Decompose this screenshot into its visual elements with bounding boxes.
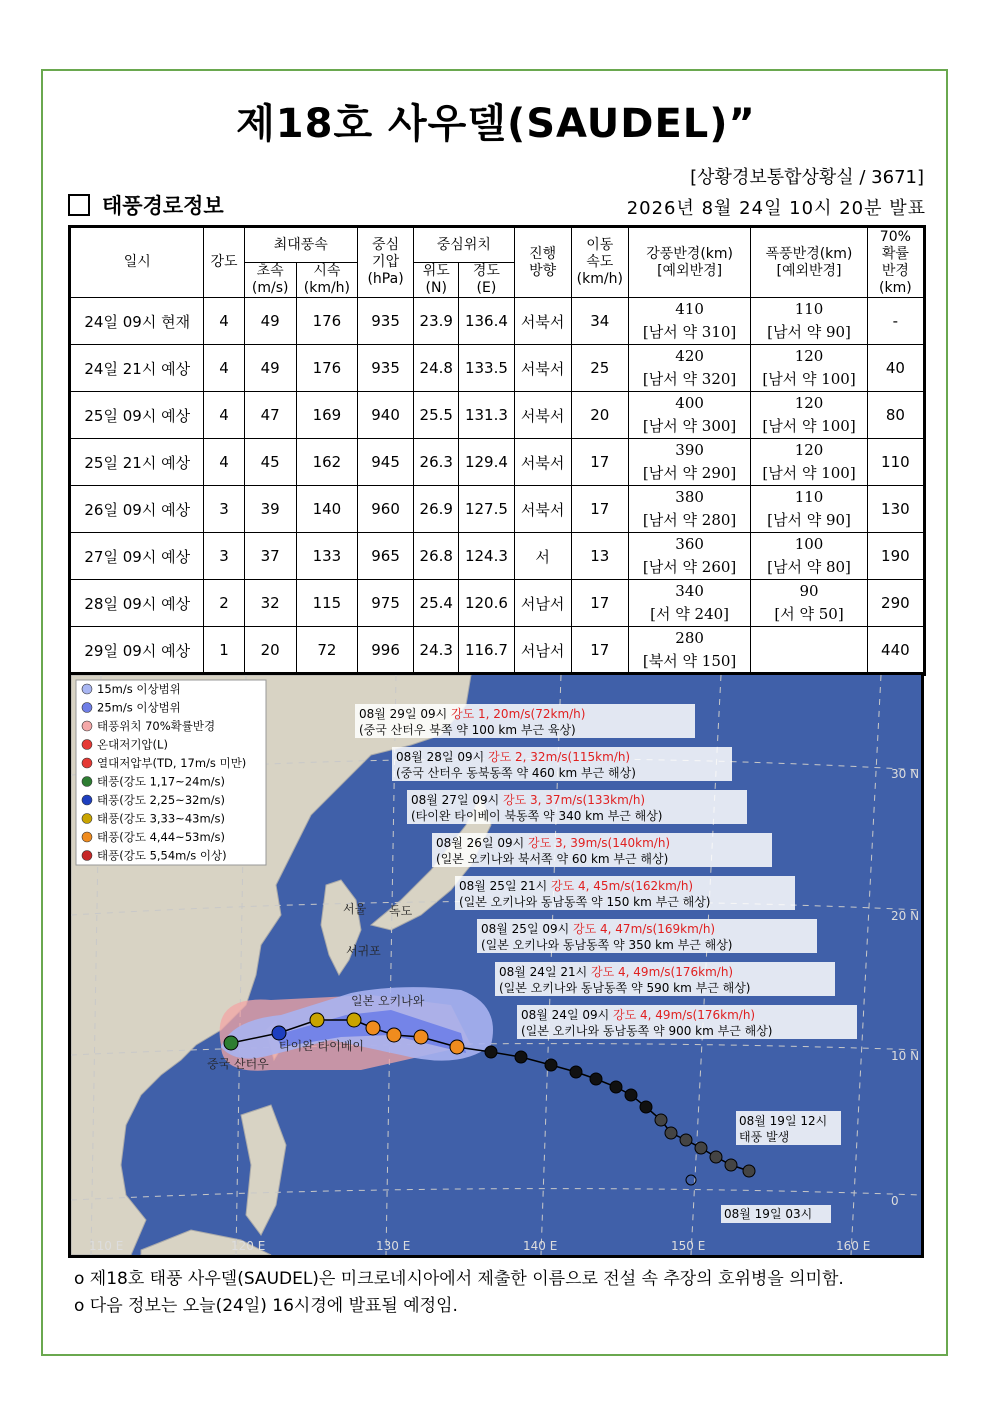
cell-wind-kmh: 133 [296,533,357,580]
cell-strong-radius-value: 280 [675,629,704,647]
typhoon-marker-icon [655,1114,667,1126]
cell-wind-ms: 45 [244,439,296,486]
header-lat: 위도 (N) [414,263,459,298]
cell-storm-radius-value: 120 [794,347,824,365]
cell-prob70: 190 [867,533,924,580]
section-heading [68,190,224,220]
cell-lat: 25.4 [414,580,459,627]
annotation-sub: (중국 산터우 북쪽 약 100 km 부근 육상) [359,723,576,737]
header-speed: 이동 속도 (km/h) [571,227,628,298]
cell-speed: 13 [571,533,628,580]
header-storm-radius: 폭풍반경(km) [예외반경] [751,227,867,298]
cell-prob70: 290 [867,580,924,627]
cell-wind-ms: 37 [244,533,296,580]
cell-storm-radius [751,580,867,627]
genesis-label: 08월 19일 12시 [739,1114,828,1128]
cell-storm-radius-value: 90 [799,582,819,600]
header-intensity: 강도 [204,227,244,298]
legend-item: 태풍위치 70%확률반경 [97,719,216,733]
header-direction: 진행 방향 [514,227,571,298]
annotation-sub: (일본 오키나와 동남동쪽 약 900 km 부근 해상) [521,1024,773,1038]
cell-storm-radius-exception: [남서 약 80] [767,558,851,576]
cell-direction: 서북서 [514,298,571,345]
legend-item: 15m/s 이상범위 [97,682,181,696]
cell-pressure: 935 [357,298,413,345]
cell-storm-radius-value: 110 [794,300,824,318]
cell-strong-radius-value: 420 [675,347,704,365]
cell-wind-kmh: 176 [296,298,357,345]
cell-strong-radius-value: 340 [675,582,704,600]
cell-strong-radius-exception: [남서 약 300] [642,417,737,435]
cell-intensity: 4 [204,345,244,392]
checkbox-icon [68,194,90,216]
cell-speed: 17 [571,439,628,486]
cell-speed: 20 [571,392,628,439]
typhoon-marker-icon [625,1089,637,1101]
cell-speed: 17 [571,486,628,533]
legend-item: 태풍(강도 5,54m/s 이상) [97,848,227,863]
typhoon-marker-icon [610,1081,622,1093]
latitude-label: 30 N [891,767,920,781]
cell-speed: 34 [571,298,628,345]
cell-datetime: 28일 09시 예상 [70,580,204,627]
cell-pressure: 960 [357,486,413,533]
cell-wind-kmh: 115 [296,580,357,627]
typhoon-marker-icon [545,1059,557,1071]
typhoon-marker-icon [680,1134,692,1146]
cell-lat: 25.5 [414,392,459,439]
cell-strong-radius [628,345,750,392]
cell-strong-radius [628,486,750,533]
legend-item: 태풍(강도 4,44~53m/s) [97,830,226,844]
place-label: 중국 산터우 [207,1057,269,1071]
legend-item: 열대저압부(TD, 17m/s 미만) [97,756,247,770]
cell-direction: 서 [514,533,571,580]
typhoon-marker-icon [570,1066,582,1078]
longitude-label: 130 E [376,1239,411,1253]
table-row [70,439,925,486]
typhoon-marker-icon [725,1159,737,1171]
legend-swatch-icon [82,814,92,824]
cell-intensity: 4 [204,298,244,345]
cell-direction: 서북서 [514,392,571,439]
cell-wind-kmh: 162 [296,439,357,486]
cell-intensity: 3 [204,533,244,580]
cell-speed: 17 [571,580,628,627]
place-label: 독도 [389,904,413,918]
header-wind-ms: 초속 (m/s) [244,263,296,298]
cell-direction: 서북서 [514,439,571,486]
cell-strong-radius-value: 360 [675,535,704,553]
cell-strong-radius [628,298,750,345]
longitude-label: 110 E [89,1239,124,1253]
cell-datetime: 29일 09시 예상 [70,627,204,675]
cell-lat: 24.3 [414,627,459,675]
latitude-label: 10 N [891,1049,920,1063]
cell-storm-radius-value: 110 [794,488,824,506]
track-map [68,672,924,1258]
legend-swatch-icon [82,740,92,750]
annotation-sub: (일본 오키나와 동남동쪽 약 350 km 부근 해상) [481,938,733,952]
cell-strong-radius-value: 400 [675,394,704,412]
typhoon-marker-icon [347,1013,361,1027]
section-title: 태풍경로정보 [102,194,224,218]
cell-intensity: 4 [204,439,244,486]
cell-strong-radius-exception: [서 약 240] [650,605,730,623]
legend-swatch-icon [82,684,92,694]
cell-storm-radius-exception: [서 약 50] [774,605,844,623]
annotation-title: 08월 28일 09시 강도 2, 32m/s(115km/h) [396,750,631,764]
legend-swatch-icon [82,777,92,787]
cell-intensity: 3 [204,486,244,533]
cell-pressure: 940 [357,392,413,439]
cell-wind-kmh: 176 [296,345,357,392]
cell-datetime: 27일 09시 예상 [70,533,204,580]
latitude-label: 20 N [891,909,920,923]
annotation-title: 08월 25일 21시 강도 4, 45m/s(162km/h) [459,879,694,893]
legend-item: 태풍(강도 2,25~32m/s) [97,793,226,807]
genesis-sub: 태풍 발생 [739,1130,790,1144]
cell-datetime: 24일 09시 현재 [70,298,204,345]
cell-lon: 131.3 [459,392,514,439]
latitude-label: 0 [891,1194,899,1208]
annotation-sub: (타이완 타이베이 북동쪽 약 340 km 부근 해상) [411,809,663,823]
cell-strong-radius-exception: [남서 약 310] [642,323,737,341]
typhoon-marker-icon [272,1026,286,1040]
table-row [70,392,925,439]
cell-prob70: 40 [867,345,924,392]
cell-lat: 24.8 [414,345,459,392]
typhoon-marker-icon [450,1040,464,1054]
cell-lon: 133.5 [459,345,514,392]
cell-strong-radius [628,580,750,627]
cell-strong-radius-value: 380 [675,488,704,506]
legend-swatch-icon [82,851,92,861]
cell-storm-radius-exception: [남서 약 90] [767,323,851,341]
cell-strong-radius-value: 410 [675,300,704,318]
header-wind-kmh: 시속 (km/h) [296,263,357,298]
cell-prob70: 130 [867,486,924,533]
issued-time: 2026년 8월 24일 10시 20분 발표 [626,198,926,219]
cell-strong-radius-exception: [남서 약 260] [642,558,737,576]
annotation-title: 08월 25일 09시 강도 4, 47m/s(169km/h) [481,922,716,936]
cell-wind-ms: 49 [244,298,296,345]
annotation-sub: (일본 오키나와 동남동쪽 약 150 km 부근 해상) [459,895,711,909]
cell-datetime: 25일 09시 예상 [70,392,204,439]
annotation-title: 08월 27일 09시 강도 3, 37m/s(133km/h) [411,793,646,807]
cell-storm-radius-value: 100 [794,535,824,553]
legend-swatch-icon [82,721,92,731]
cell-storm-radius [751,486,867,533]
cell-lon: 124.3 [459,533,514,580]
cell-intensity: 1 [204,627,244,675]
legend-item: 온대저기압(L) [97,737,168,752]
cell-storm-radius [751,533,867,580]
annotation-sub: (일본 오키나와 북서쪽 약 60 km 부근 해상) [436,852,669,866]
origin-label: 08월 19일 03시 [724,1207,813,1221]
typhoon-marker-icon [224,1036,238,1050]
cell-prob70: 440 [867,627,924,675]
cell-pressure: 965 [357,533,413,580]
typhoon-marker-icon [310,1013,324,1027]
cell-wind-kmh: 140 [296,486,357,533]
cell-lat: 26.3 [414,439,459,486]
cell-lat: 23.9 [414,298,459,345]
cell-speed: 25 [571,345,628,392]
cell-lon: 129.4 [459,439,514,486]
cell-strong-radius-exception: [남서 약 290] [642,464,737,482]
header-pressure: 중심 기압 (hPa) [357,227,413,298]
annotation-title: 08월 24일 09시 강도 4, 49m/s(176km/h) [521,1008,756,1022]
header-prob70: 70% 확률 반경 (km) [867,227,924,298]
office-label: [상황경보통합상황실 / 3671] [690,167,924,188]
cell-direction: 서북서 [514,345,571,392]
cell-wind-kmh: 169 [296,392,357,439]
track-table [68,225,926,676]
typhoon-marker-icon [743,1165,755,1177]
typhoon-marker-icon [414,1030,428,1044]
annotation-title: 08월 26일 09시 강도 3, 39m/s(140km/h) [436,836,671,850]
place-label: 타이완 타이베이 [279,1039,364,1053]
typhoon-marker-icon [590,1073,602,1085]
cell-storm-radius-exception: [남서 약 100] [762,464,856,482]
cell-storm-radius-value: 120 [794,441,824,459]
cell-lon: 136.4 [459,298,514,345]
typhoon-marker-icon [640,1101,652,1113]
cell-datetime: 26일 09시 예상 [70,486,204,533]
cell-wind-ms: 20 [244,627,296,675]
legend-item: 태풍(강도 1,17~24m/s) [97,774,226,789]
cell-direction: 서북서 [514,486,571,533]
table-row [70,580,925,627]
longitude-label: 140 E [523,1239,558,1253]
cell-datetime: 25일 21시 예상 [70,439,204,486]
cell-storm-radius [751,345,867,392]
header-center: 중심위치 [414,227,514,263]
annotation-title: 08월 24일 21시 강도 4, 49m/s(176km/h) [499,965,734,979]
cell-pressure: 996 [357,627,413,675]
cell-wind-kmh: 72 [296,627,357,675]
cell-speed: 17 [571,627,628,675]
cell-intensity: 4 [204,392,244,439]
longitude-label: 150 E [671,1239,706,1253]
place-label: 서귀포 [346,944,381,958]
cell-wind-ms: 32 [244,580,296,627]
cell-strong-radius-exception: [남서 약 320] [642,370,737,388]
cell-lon: 127.5 [459,486,514,533]
cell-lon: 120.6 [459,580,514,627]
cell-pressure: 945 [357,439,413,486]
cell-storm-radius [751,392,867,439]
cell-storm-radius [751,298,867,345]
cell-pressure: 975 [357,580,413,627]
page-title: 제18호 사우델(SAUDEL)” [236,101,756,147]
table-row [70,627,925,675]
notes [74,1266,844,1320]
annotation-sub: (일본 오키나와 동남동쪽 약 590 km 부근 해상) [499,981,751,995]
legend-item: 25m/s 이상범위 [97,700,181,715]
cell-strong-radius [628,439,750,486]
place-label: 일본 오키나와 [351,994,425,1008]
legend-swatch-icon [82,795,92,805]
cell-direction: 서남서 [514,627,571,675]
cell-storm-radius [751,627,867,675]
header-max-wind: 최대풍속 [244,227,357,263]
cell-strong-radius-exception: [남서 약 280] [642,511,737,529]
typhoon-marker-icon [710,1151,722,1163]
cell-lon: 116.7 [459,627,514,675]
cell-prob70: - [867,298,924,345]
longitude-label: 160 E [836,1239,871,1253]
typhoon-marker-icon [695,1142,707,1154]
legend-swatch-icon [82,832,92,842]
typhoon-marker-icon [366,1021,380,1035]
cell-prob70: 110 [867,439,924,486]
place-label: 서울 [343,902,367,916]
cell-lat: 26.8 [414,533,459,580]
typhoon-marker-icon [515,1051,527,1063]
cell-wind-ms: 47 [244,392,296,439]
annotation-sub: (중국 산터우 동북동쪽 약 460 km 부근 해상) [396,766,636,780]
cell-storm-radius-value: 120 [794,394,824,412]
cell-datetime: 24일 21시 예상 [70,345,204,392]
cell-storm-radius [751,439,867,486]
header-strong-radius: 강풍반경(km) [예외반경] [628,227,750,298]
cell-strong-radius [628,627,750,675]
table-row [70,486,925,533]
map-canvas [71,675,921,1255]
cell-wind-ms: 49 [244,345,296,392]
typhoon-marker-icon [665,1127,677,1139]
cell-prob70: 80 [867,392,924,439]
cell-pressure: 935 [357,345,413,392]
legend-swatch-icon [82,758,92,768]
header-lon: 경도 (E) [459,263,514,298]
cell-strong-radius-value: 390 [675,441,704,459]
legend-item: 태풍(강도 3,33~43m/s) [97,811,226,826]
table-row [70,298,925,345]
cell-intensity: 2 [204,580,244,627]
note-2: o 다음 정보는 오늘(24일) 16시경에 발표될 예정임. [74,1296,458,1316]
cell-strong-radius [628,392,750,439]
legend-swatch-icon [82,703,92,713]
table-row [70,533,925,580]
cell-storm-radius-exception: [남서 약 100] [762,370,856,388]
cell-wind-ms: 39 [244,486,296,533]
table-row [70,345,925,392]
cell-storm-radius-exception: [남서 약 90] [767,511,851,529]
header-datetime: 일시 [70,227,204,298]
cell-storm-radius-exception: [남서 약 100] [762,417,856,435]
annotation-title: 08월 29일 09시 강도 1, 20m/s(72km/h) [359,707,586,721]
note-1: o 제18호 태풍 사우델(SAUDEL)은 미크로네시아에서 제출한 이름으로 전설 속 추장의 호위병을 의미함. [74,1269,844,1289]
typhoon-marker-icon [485,1046,497,1058]
cell-lat: 26.9 [414,486,459,533]
typhoon-marker-icon [387,1028,401,1042]
cell-direction: 서남서 [514,580,571,627]
longitude-label: 120 E [231,1239,266,1253]
cell-strong-radius [628,533,750,580]
cell-strong-radius-exception: [북서 약 150] [642,652,737,670]
